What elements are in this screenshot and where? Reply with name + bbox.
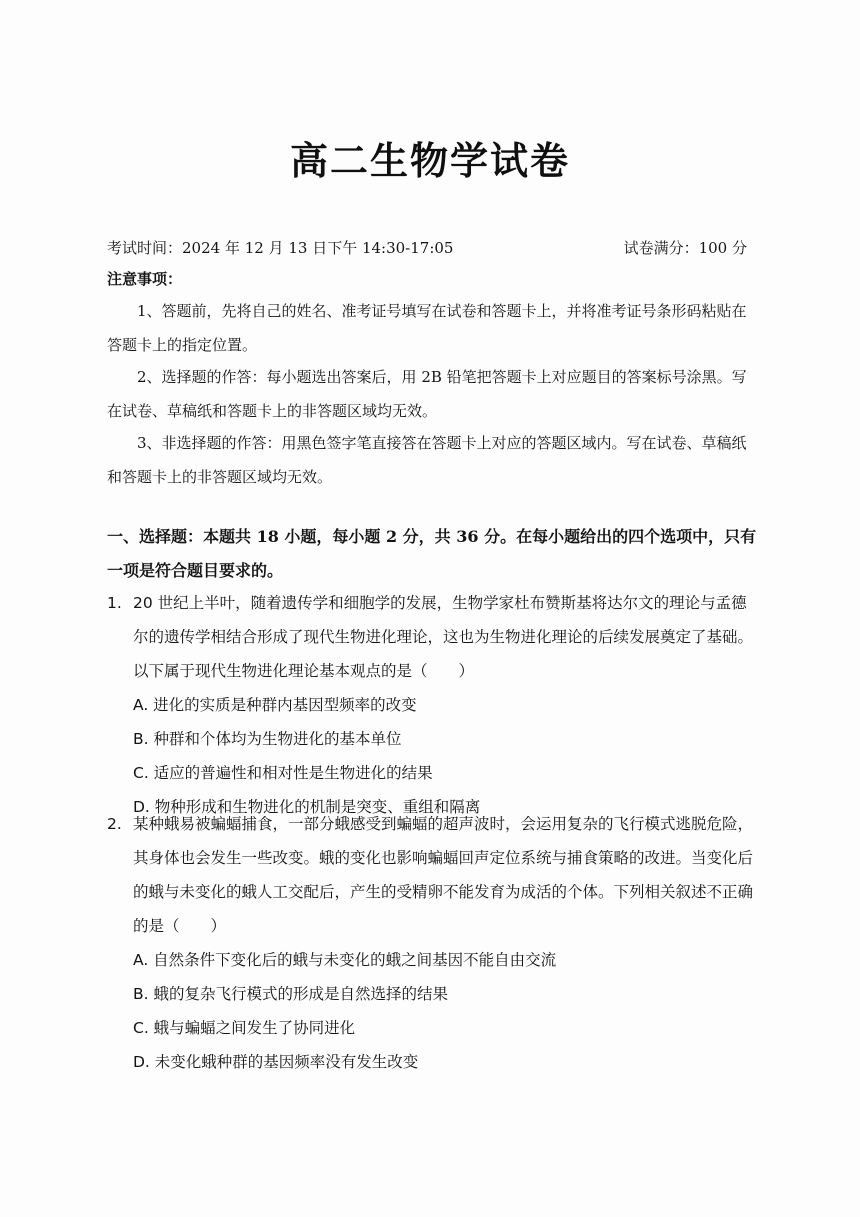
page-title: 高二生物学试卷 [289, 138, 570, 183]
option-d: D. 物种形成和生物进化的机制是突变、重组和隔离 [133, 798, 481, 816]
question-2 [107, 807, 759, 1079]
section-header-choice: 一、选择题：本题共 18 小题，每小题 2 分，共 36 分。在每小题给出的四个选项中，只有一项是符合题目要求的。 [107, 527, 757, 580]
question-number: 1. [107, 594, 122, 612]
full-score: 试卷满分：100 分 [623, 239, 747, 257]
notice-item-3: 3、非选择题的作答：用黑色签字笔直接答在答题卡上对应的答题区域内。写在试卷、草稿纸和答题卡上的非答题区域均无效。 [107, 434, 747, 486]
option-b: B. 种群和个体均为生物进化的基本单位 [133, 730, 402, 748]
notice-item-2: 2、选择题的作答：每小题选出答案后，用 2B 铅笔把答题卡上对应题目的答案标号涂黑。写在试卷、草稿纸和答题卡上的非答题区域均无效。 [107, 368, 747, 420]
question-1 [107, 586, 759, 824]
question-stem: 某种蛾易被蝙蝠捕食，一部分蛾感受到蝙蝠的超声波时，会运用复杂的飞行模式逃脱危险，其身体也会发生一些改变。蛾的变化也影响蝙蝠回声定位系统与捕食策略的改进。当变化后的蛾与未变化的蛾人工交配后，产生的受精卵不能发育为成活的个体。下列相关叙述不正确的是（ ） [133, 815, 754, 935]
option-c: C. 蛾与蝙蝠之间发生了协同进化 [133, 1019, 356, 1037]
question-stem: 20 世纪上半叶，随着遗传学和细胞学的发展，生物学家杜布赞斯基将达尔文的理论与孟德尔的遗传学相结合形成了现代生物进化理论，这也为生物进化理论的后续发展奠定了基础。以下属于现代生物进化理论基本观点的是（ ） [133, 594, 754, 680]
option-a: A. 自然条件下变化后的蛾与未变化的蛾之间基因不能自由交流 [133, 951, 557, 969]
option-c: C. 适应的普遍性和相对性是生物进化的结果 [133, 764, 433, 782]
option-b: B. 蛾的复杂飞行模式的形成是自然选择的结果 [133, 985, 448, 1003]
question-number: 2. [107, 815, 122, 833]
option-a: A. 进化的实质是种群内基因型频率的改变 [133, 696, 417, 714]
exam-time: 考试时间：2024 年 12 月 13 日下午 14:30-17:05 [107, 239, 454, 257]
notice-item-1: 1、答题前，先将自己的姓名、准考证号填写在试卷和答题卡上，并将准考证号条形码粘贴在答题卡上的指定位置。 [107, 302, 747, 354]
option-d: D. 未变化蛾种群的基因频率没有发生改变 [133, 1053, 419, 1071]
notice-heading: 注意事项： [107, 270, 183, 288]
